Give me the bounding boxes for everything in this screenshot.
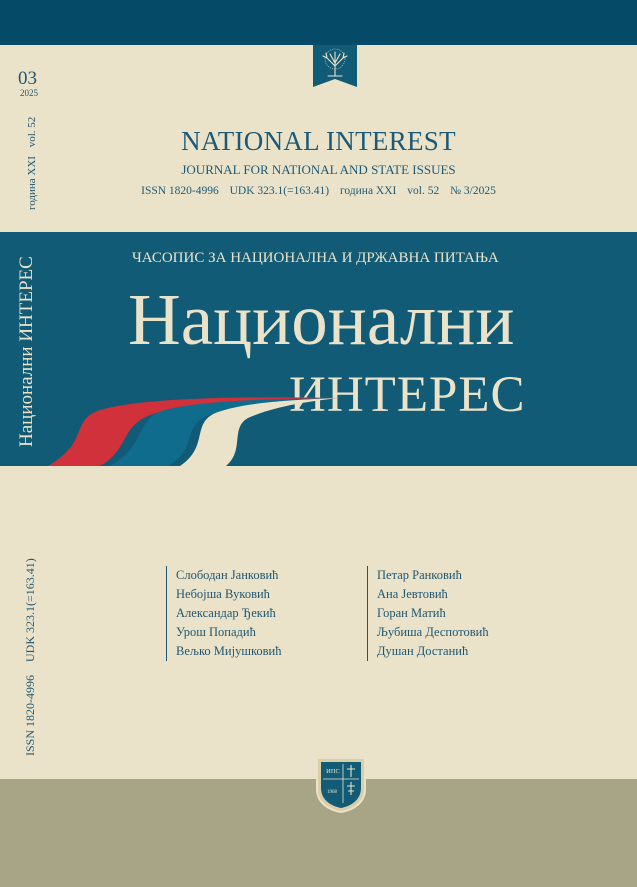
- spine-issue-number: 03: [18, 68, 37, 89]
- title-cyrillic-second-line: ИНТЕРЕС: [289, 367, 526, 423]
- author-name: Ана Јевтовић: [377, 587, 448, 601]
- author-name: Слободан Јанковић: [176, 568, 279, 582]
- subtitle-english: JOURNAL FOR NATIONAL AND STATE ISSUES: [181, 162, 456, 177]
- subtitle-cyrillic: ЧАСОПИС ЗА НАЦИОНАЛНА И ДРЖАВНА ПИТАЊА: [132, 250, 499, 266]
- author-name: Горан Матић: [377, 606, 446, 620]
- meta-udk: UDK 323.1(=163.41): [229, 185, 330, 197]
- spine-udk: UDK 323.1(=163.41): [23, 558, 37, 662]
- meta-year: година XXI: [339, 185, 397, 197]
- author-name: Александар Ђекић: [176, 606, 276, 620]
- spine-title: Национални ИНТЕРЕС: [16, 256, 37, 447]
- title-cyrillic: Национални: [128, 279, 515, 360]
- tree-emblem-icon: [313, 45, 357, 87]
- author-name: Вељко Мијушковић: [176, 644, 282, 658]
- meta-volume: vol. 52: [407, 185, 440, 197]
- spine-issn: ISSN 1820-4996: [23, 674, 37, 756]
- spine-volume-label: година XXI: [26, 156, 38, 210]
- spine-volume-number: vol. 52: [26, 116, 38, 148]
- author-name: Небојша Вуковић: [176, 587, 270, 601]
- author-name: Љубиша Деспотовић: [377, 625, 489, 639]
- author-name: Урош Попадић: [176, 625, 256, 639]
- title-english: NATIONAL INTEREST: [181, 126, 456, 156]
- author-name: Петар Ранковић: [377, 568, 462, 582]
- author-name: Душан Достанић: [377, 644, 469, 658]
- meta-issn: ISSN 1820-4996: [141, 185, 219, 197]
- ips-publisher-badge-icon: [315, 755, 367, 813]
- meta-issue: № 3/2025: [450, 185, 496, 197]
- authors-left-column: [166, 566, 281, 661]
- publication-meta: [0, 185, 637, 197]
- flag-swoosh-graphic: [40, 392, 340, 466]
- spine-issn-udk: [23, 548, 38, 756]
- authors-right-column: [367, 566, 489, 661]
- spine-year: 2025: [20, 88, 38, 98]
- badge-year: 1968: [327, 790, 337, 795]
- top-band: [0, 0, 637, 45]
- badge-initials: ИПС: [326, 768, 340, 775]
